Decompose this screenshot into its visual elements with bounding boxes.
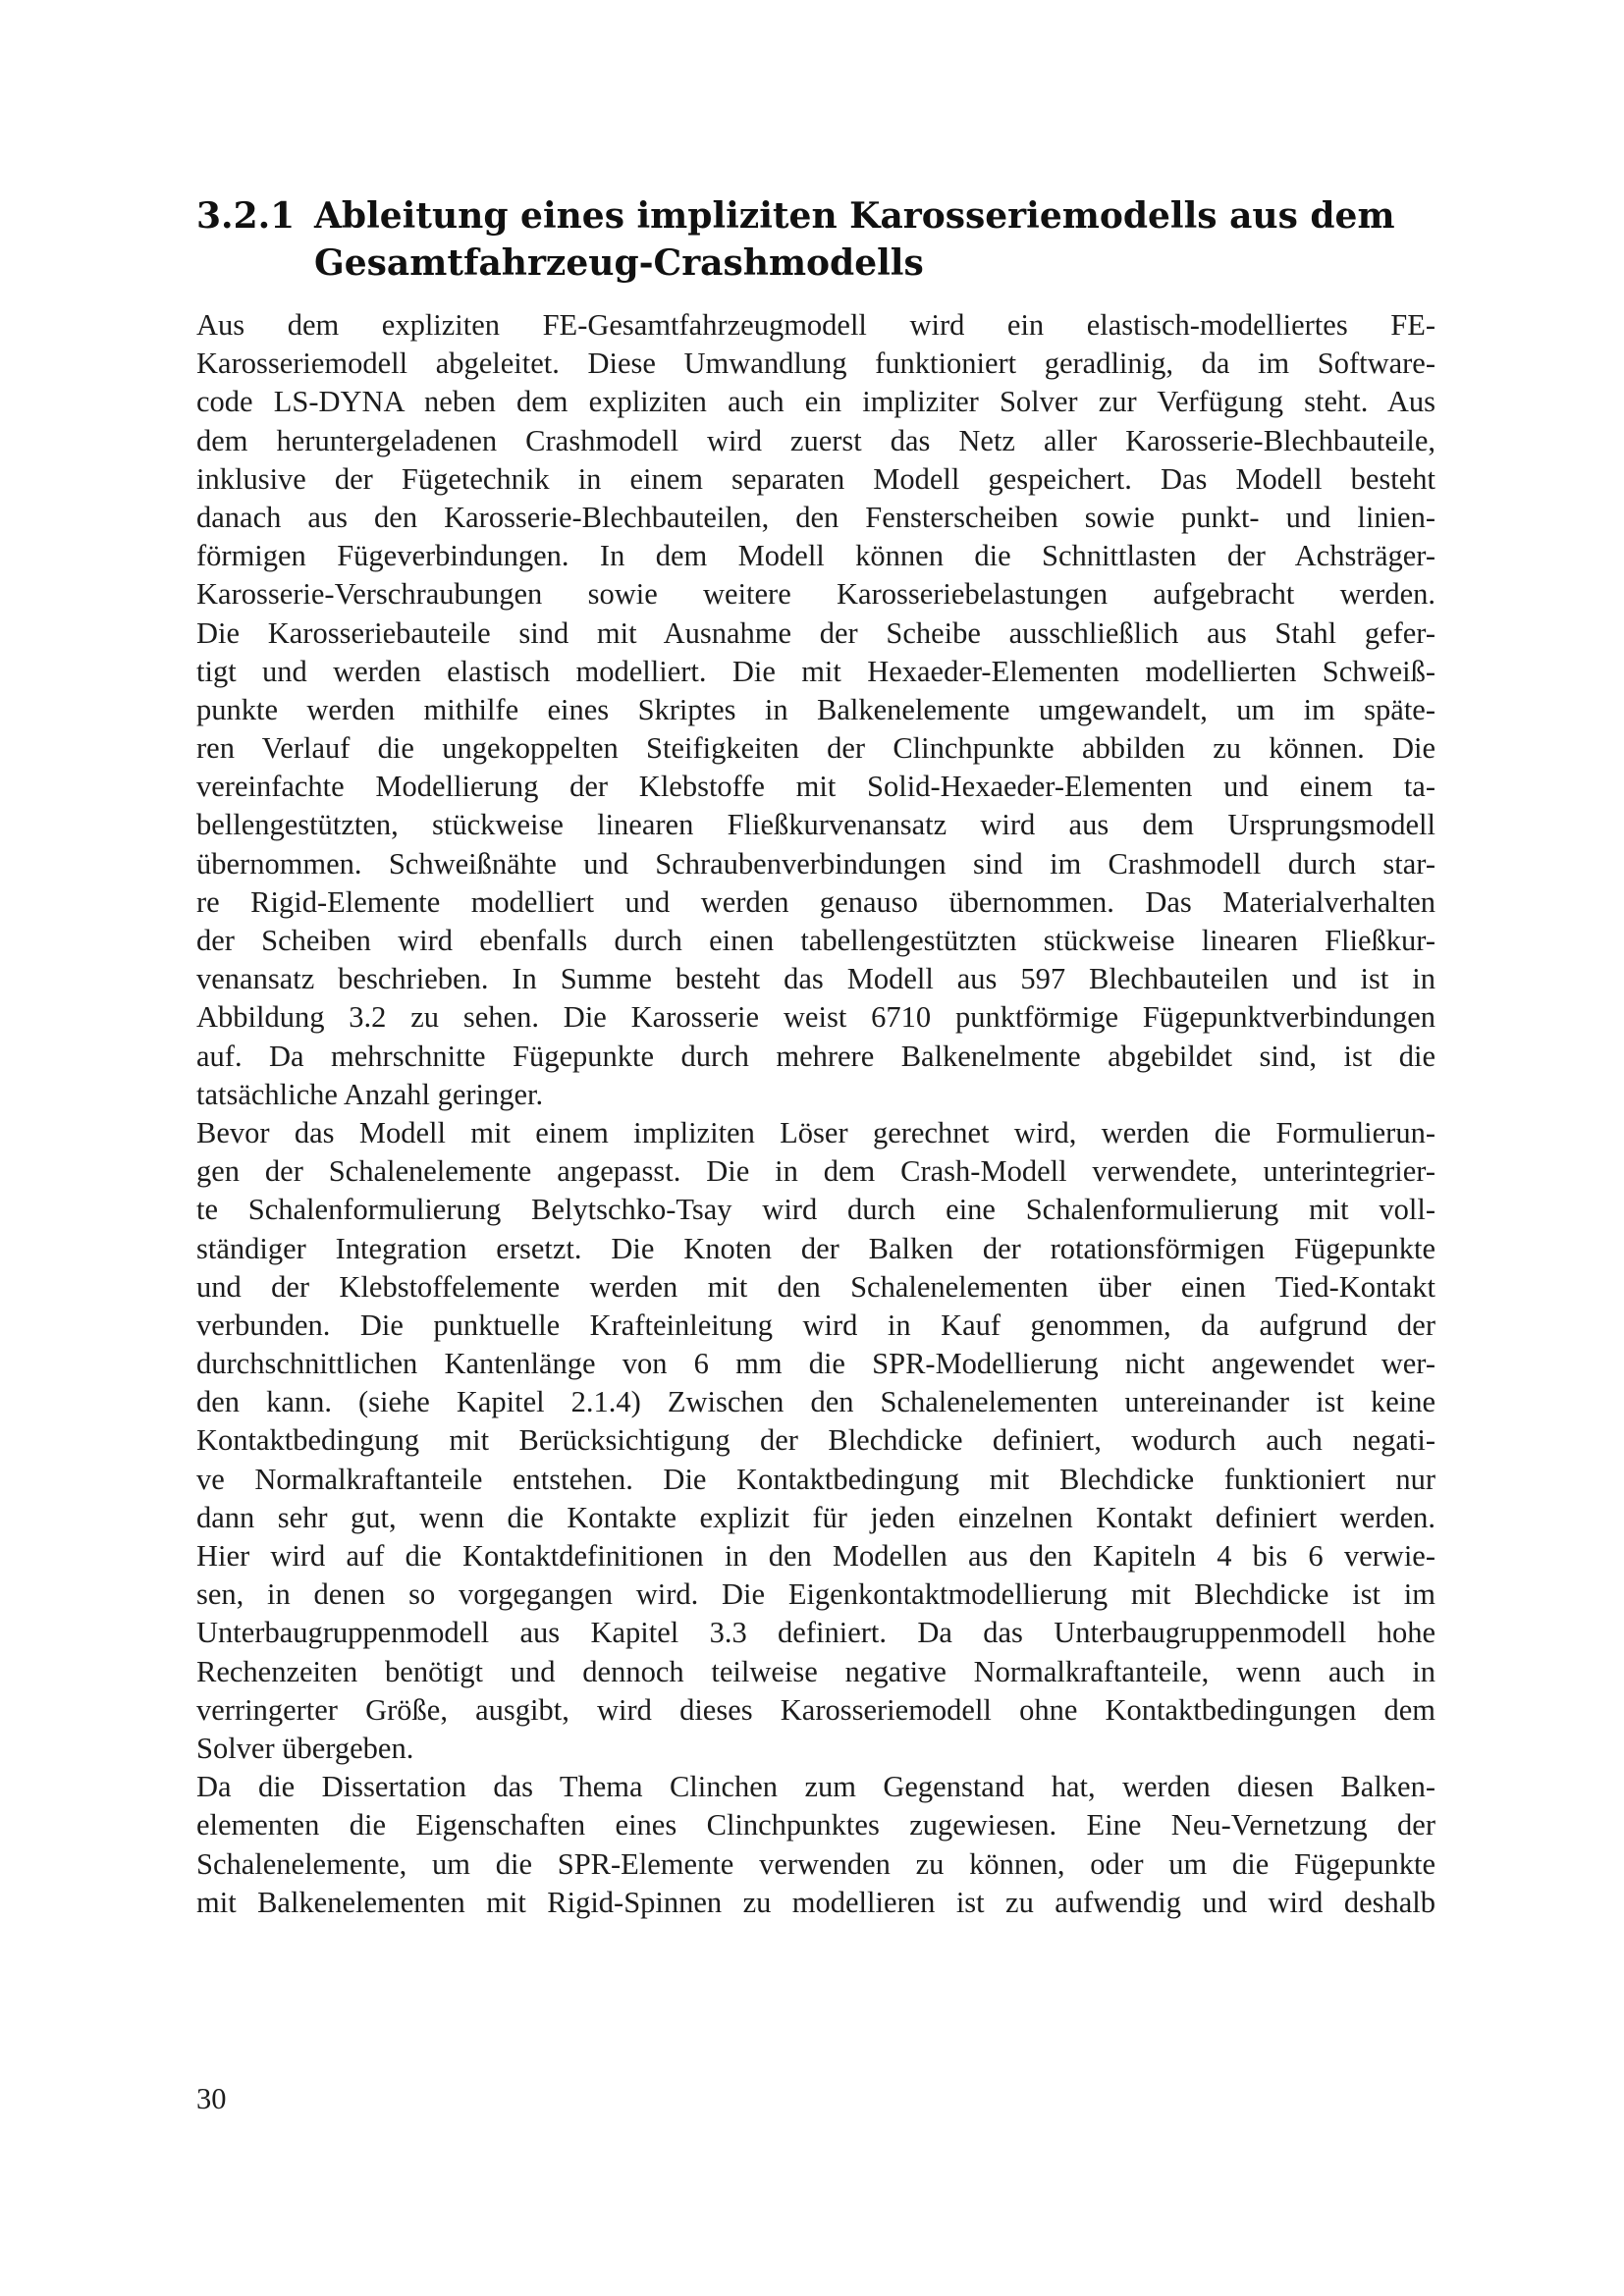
text-line: übernommen. Schweißnähte und Schraubenverbindungen sind im Crashmodell durch star-	[196, 846, 1435, 881]
text-line: Da die Dissertation das Thema Clinchen zum Gegenstand hat, werden diesen Balken-	[196, 1770, 1435, 1804]
text-line: tigt und werden elastisch modelliert. Die mit Hexaeder-Elementen modellierten Schweiß-	[196, 654, 1435, 688]
text-line: den kann. (siehe Kapitel 2.1.4) Zwischen den Schalenelementen untereinander ist keine	[196, 1385, 1435, 1419]
section-heading	[196, 192, 1434, 287]
text-line: Bevor das Modell mit einem impliziten Löser gerechnet wird, werden die Formulierun-	[196, 1115, 1435, 1149]
text-line: te Schalenformulierung Belytschko-Tsay wird durch eine Schalenformulierung mit voll-	[196, 1193, 1435, 1227]
text-line: venansatz beschrieben. In Summe besteht das Modell aus 597 Blechbauteilen und ist in	[196, 962, 1435, 996]
text-line: ve Normalkraftanteile entstehen. Die Kontaktbedingung mit Blechdicke funktioniert nur	[196, 1462, 1435, 1496]
text-line: und der Klebstoffelemente werden mit den Schalenelementen über einen Tied-Kontakt	[196, 1269, 1435, 1304]
text-line: verringerter Größe, ausgibt, wird dieses Karosseriemodell ohne Kontaktbedingungen dem	[196, 1692, 1435, 1727]
text-line: tatsächliche Anzahl geringer.	[196, 1077, 544, 1111]
text-line: gen der Schalenelemente angepasst. Die in dem Crash-Modell verwendete, unterintegrier-	[196, 1154, 1435, 1189]
text-line: Karosserie-Verschraubungen sowie weitere Karosseriebelastungen aufgebracht werden.	[196, 577, 1435, 612]
section-title: Ableitung eines impliziten Karosseriemodells aus dem Gesamtfahrzeug-Crashmodells	[314, 195, 1395, 284]
text-line: vereinfachte Modellierung der Klebstoffe mit Solid-Hexaeder-Elementen und einem ta-	[196, 770, 1435, 804]
text-line: Hier wird auf die Kontaktdefinitionen in den Modellen aus den Kapiteln 4 bis 6 verwie-	[196, 1539, 1435, 1573]
text-line: sen, in denen so vorgegangen wird. Die Eigenkontaktmodellierung mit Blechdicke ist im	[196, 1577, 1435, 1612]
text-line: auf. Da mehrschnitte Fügepunkte durch mehrere Balkenelmente abgebildet sind, ist die	[196, 1039, 1435, 1073]
text-line: Die Karosseriebauteile sind mit Ausnahme der Scheibe ausschließlich aus Stahl gefer-	[196, 615, 1435, 650]
text-line: dem heruntergeladenen Crashmodell wird zuerst das Netz aller Karosserie-Blechbauteile,	[196, 423, 1435, 457]
page-number: 30	[196, 2082, 227, 2115]
text-line: Solver übergeben.	[196, 1731, 414, 1765]
text-line: Unterbaugruppenmodell aus Kapitel 3.3 definiert. Da das Unterbaugruppenmodell hohe	[196, 1616, 1435, 1650]
text-line: Schalenelemente, um die SPR-Elemente verwenden zu können, oder um die Fügepunkte	[196, 1846, 1435, 1881]
section-number: 3.2.1	[196, 195, 296, 237]
text-line: Abbildung 3.2 zu sehen. Die Karosserie weist 6710 punktförmige Fügepunktverbindungen	[196, 1000, 1435, 1035]
text-line: re Rigid-Elemente modelliert und werden genauso übernommen. Das Materialverhalten	[196, 884, 1435, 919]
body-text	[196, 306, 1435, 1922]
text-line: dann sehr gut, wenn die Kontakte explizit für jeden einzelnen Kontakt definiert werden.	[196, 1500, 1435, 1534]
text-line: Kontaktbedingung mit Berücksichtigung der Blechdicke definiert, wodurch auch negati-	[196, 1423, 1435, 1458]
text-line: ren Verlauf die ungekoppelten Steifigkeiten der Clinchpunkte abbilden zu können. Die	[196, 731, 1435, 766]
text-line: code LS-DYNA neben dem expliziten auch ein impliziter Solver zur Verfügung steht. Aus	[196, 385, 1435, 419]
text-line: der Scheiben wird ebenfalls durch einen tabellengestützten stückweise linearen Fließkur-	[196, 924, 1435, 957]
text-line: ständiger Integration ersetzt. Die Knoten der Balken der rotationsförmigen Fügepunkte	[196, 1231, 1435, 1265]
text-line: verbunden. Die punktuelle Krafteinleitung wird in Kauf genommen, da aufgrund der	[196, 1308, 1435, 1342]
text-line: punkte werden mithilfe eines Skriptes in Balkenelemente umgewandelt, um im späte-	[196, 692, 1435, 726]
text-line: durchschnittlichen Kantenlänge von 6 mm die SPR-Modellierung nicht angewendet wer-	[196, 1347, 1435, 1381]
text-line: inklusive der Fügetechnik in einem separaten Modell gespeichert. Das Modell besteht	[196, 461, 1435, 496]
text-line: Rechenzeiten benötigt und dennoch teilweise negative Normalkraftanteile, wenn auch in	[196, 1654, 1435, 1688]
text-line: elementen die Eigenschaften eines Clinchpunktes zugewiesen. Eine Neu-Vernetzung der	[196, 1808, 1435, 1842]
text-line: mit Balkenelementen mit Rigid-Spinnen zu modellieren ist zu aufwendig und wird deshalb	[196, 1885, 1435, 1919]
text-line: Aus dem expliziten FE-Gesamtfahrzeugmodell wird ein elastisch-modelliertes FE-	[196, 308, 1435, 342]
text-line: bellengestützten, stückweise linearen Fließkurvenansatz wird aus dem Ursprungsmodell	[196, 808, 1435, 842]
text-line: Karosseriemodell abgeleitet. Diese Umwandlung funktioniert geradlinig, da im Software-	[196, 347, 1435, 381]
text-line: danach aus den Karosserie-Blechbauteilen, den Fensterscheiben sowie punkt- und linien-	[196, 500, 1435, 534]
text-line: förmigen Fügeverbindungen. In dem Modell können die Schnittlasten der Achsträger-	[196, 539, 1435, 573]
